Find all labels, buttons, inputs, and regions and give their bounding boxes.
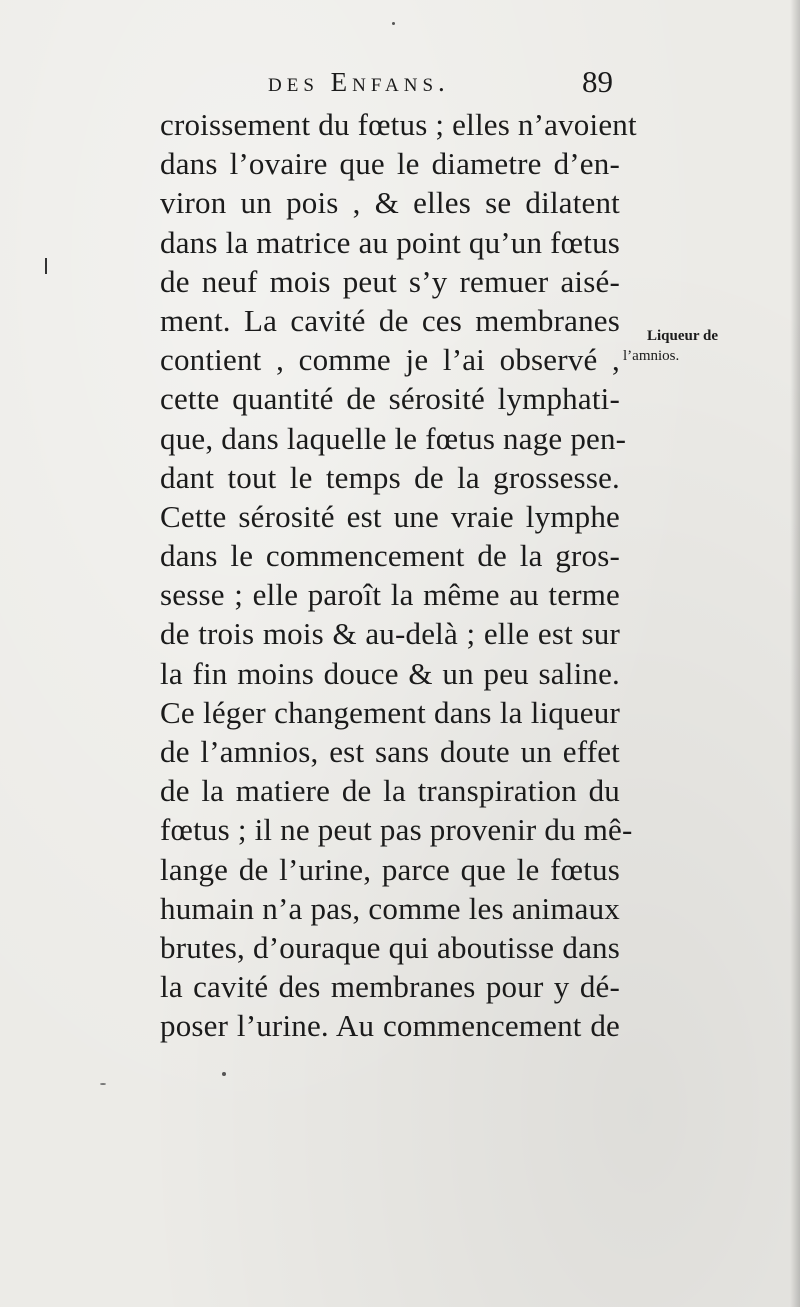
text-line: de trois mois & au-delà ; elle est sur	[160, 616, 620, 652]
text-line: poser l’urine. Au commencement de	[160, 1008, 620, 1044]
text-line: cette quantité de sérosité lymphati-	[160, 381, 620, 417]
text-line: dant tout le temps de la grossesse.	[160, 459, 620, 495]
text-line: humain n’a pas, comme les animaux	[160, 890, 620, 926]
text-line: la cavité des membranes pour y dé-	[160, 969, 620, 1005]
page-edge-shadow	[790, 0, 800, 1307]
ink-speck	[100, 1083, 106, 1085]
page-number: 89	[582, 64, 613, 99]
text-line: dans la matrice au point qu’un fœtus	[160, 224, 621, 260]
text-line: ment. La cavité de ces membranes	[160, 302, 620, 338]
ink-mark	[45, 258, 47, 274]
text-line: de l’amnios, est sans doute un effet	[160, 734, 620, 769]
text-line: brutes, d’ouraque qui aboutisse dans	[160, 929, 620, 965]
text-line: croissement du fœtus ; elles n’avoient	[160, 107, 637, 142]
text-line: de neuf mois peut s’y remuer aisé-	[160, 263, 620, 299]
text-line: que, dans laquelle le fœtus nage pen-	[160, 420, 627, 456]
running-head	[268, 62, 613, 102]
running-title: des Enfans.	[268, 67, 450, 97]
text-line: dans l’ovaire que le diametre d’en-	[160, 146, 620, 182]
text-line: Ce léger changement dans la liqueur	[160, 694, 620, 730]
text-line: contient , comme je l’ai observé ,	[160, 342, 620, 378]
margin-note	[623, 326, 743, 366]
text-line: sesse ; elle paroît la même au terme	[160, 577, 620, 613]
text-line: fœtus ; il ne peut pas provenir du mê-	[160, 812, 633, 848]
text-line: lange de l’urine, parce que le fœtus	[160, 851, 620, 887]
ink-speck	[392, 22, 395, 25]
margin-note-line: l’amnios.	[623, 348, 680, 364]
ink-speck	[222, 1072, 226, 1076]
text-line: dans le commencement de la gros-	[160, 538, 620, 574]
text-line: viron un pois , & elles se dilatent	[160, 185, 620, 221]
text-line: la fin moins douce & un peu saline.	[160, 655, 620, 691]
text-line: de la matiere de la transpiration du	[160, 773, 620, 809]
text-line: Cette sérosité est une vraie lymphe	[160, 498, 620, 534]
margin-note-line: Liqueur de	[647, 328, 718, 344]
body-text	[160, 105, 637, 1046]
